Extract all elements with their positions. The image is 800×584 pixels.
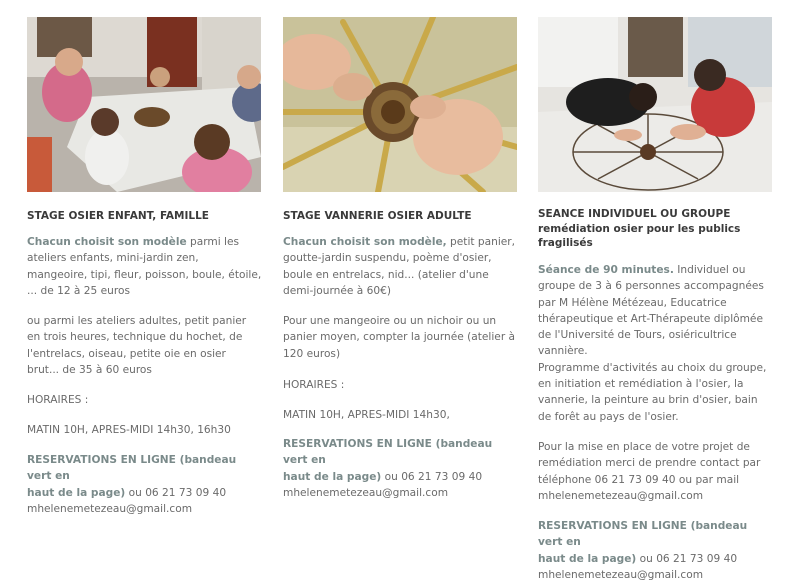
reservation-info [538,518,774,583]
email-address[interactable]: mhelenemetezeau@gmail.com [538,568,704,581]
card-description: Chacun choisit son modèle parmi les ateliers enfants, mini-jardin zen, mangeoire, tipi, fleur, poisson, boule, étoile, ... de 12 à 25 euros [27,236,262,297]
email-address[interactable]: mhelenemetezeau@gmail.com [283,486,449,499]
online-reservation-link[interactable]: RESERVATIONS EN LIGNE (bandeau vert en haut de la page) [283,438,493,483]
session-duration-label: Séance de 90 minutes. [538,264,674,276]
schedule-hours: MATIN 10H, APRES-MIDI 14h30, 16h30 [27,424,231,436]
card-description-pricing: Pour une mangeoire ou un nichoir ou un panier moyen, compter la journée (atelier à 120 euros) [283,315,516,360]
card-title: STAGE OSIER ENFANT, FAMILLE [27,210,209,222]
phone-number[interactable]: ou 06 21 73 09 40 [125,486,227,499]
online-reservation-link[interactable]: RESERVATIONS EN LIGNE (bandeau vert en haut de la page) [538,520,748,565]
online-reservation-link[interactable]: RESERVATIONS EN LIGNE (bandeau vert en haut de la page) [27,454,237,499]
reservation-info [283,436,519,501]
photo-children-workshop [27,17,261,192]
card-title: STAGE VANNERIE OSIER ADULTE [283,210,472,222]
schedule-label: HORAIRES : [27,394,89,406]
reservation-info [27,452,263,517]
schedule-hours: MATIN 10H, APRES-MIDI 14h30, [283,409,450,421]
email-address[interactable]: mhelenemetezeau@gmail.com [27,502,193,515]
photo-basket-weaving [283,17,517,192]
model-choice-label: Chacun choisit son modèle [27,236,187,248]
card-title: SEANCE INDIVIDUEL OU GROUPE remédiation osier pour les publics fragilisés [538,208,741,249]
workshop-card-children [27,17,262,515]
model-choice-label: Chacun choisit son modèle, [283,236,447,248]
photo-remediation-session [538,17,772,192]
card-description-adults: ou parmi les ateliers adultes, petit panier en trois heures, technique du hochet, de l'entrelacs, oiseau, petite oie en osier brut... de 35 à 60 euros [27,315,247,376]
schedule-label: HORAIRES : [283,379,345,391]
card-description: Séance de 90 minutes. Individuel ou groupe de 3 à 6 personnes accompagnées par M Hélène Métézeau, Educatrice thérapeutique et Art-Thérapeute diplômée de l'Université de Tours, osiéricultrice vannière. Programme d'activités au choix du groupe, en initiation et remédiation à l'osier, la vannerie, la peinture au brin d'osier, bain de forêt au pays de l'osier. [538,264,767,423]
card-contact-info: Pour la mise en place de votre projet de remédiation merci de prendre contact par téléphone 06 21 73 09 40 ou par mail mhelenemetezeau@gmail.com [538,441,761,502]
card-description: Chacun choisit son modèle, petit panier, goutte-jardin suspendu, poème d'osier, boule en entrelacs, nid... (atelier d'une demi-journée à 60€) [283,236,516,297]
contact-email[interactable]: mhelenemetezeau@gmail.com [538,489,704,502]
phone-number[interactable]: ou 06 21 73 09 40 [381,470,483,483]
workshop-card-adult [283,17,517,499]
workshop-card-remediation [538,17,772,581]
phone-number[interactable]: ou 06 21 73 09 40 [636,552,738,565]
